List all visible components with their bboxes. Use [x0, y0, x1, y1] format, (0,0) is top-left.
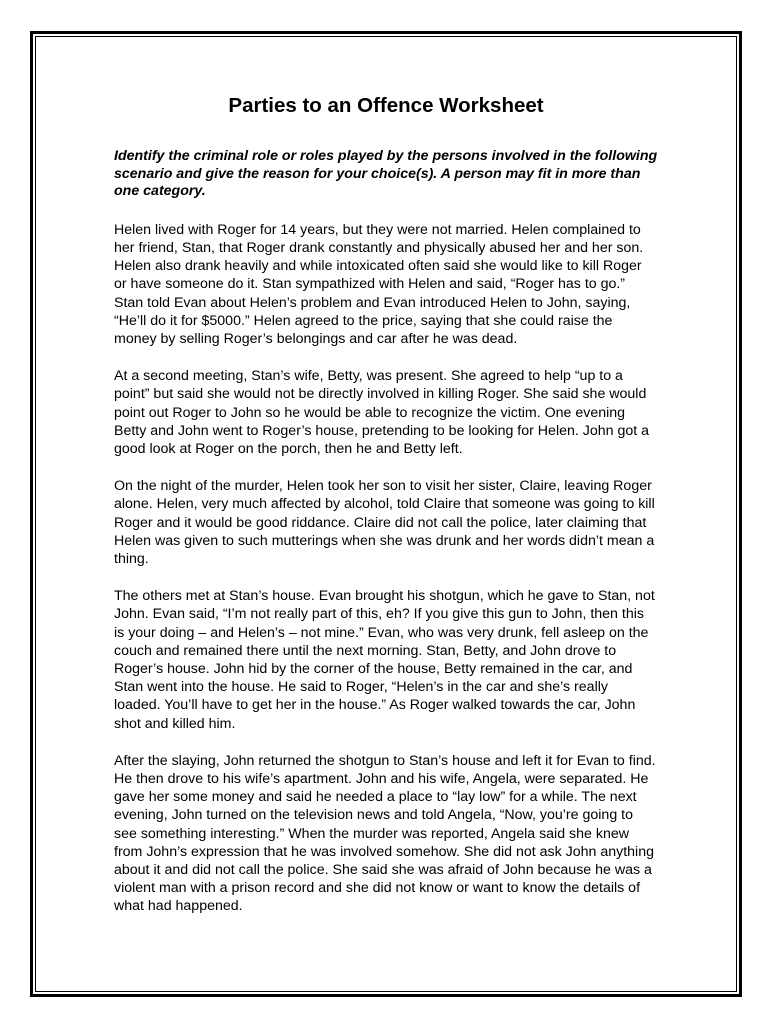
scenario-paragraph-2: At a second meeting, Stan’s wife, Betty, was present. She agreed to help “up to a point” but said she would not be directly involved in killing Roger. She said she would point out Roger to John so he would be able to recognize the victim. One evening Betty and John went to Roger’s house, pretending to be looking for Helen. John got a good look at Roger on the porch, then he and Betty left.	[114, 368, 650, 458]
scenario-paragraph-4: The others met at Stan’s house. Evan brought his shotgun, which he gave to Stan, not John. Evan said, “I’m not really part of this, eh? If you give this gun to John, then this is your doing – and Helen’s – not mine.” Evan, who was very drunk, fell asleep on the couch and remained there until the next morning. Stan, Betty, and John drove to Roger’s house. John hid by the corner of the house, Betty remained in the car, and Stan went into the house. He said to Roger, “Helen’s in the car and she’s really loaded. You’ll have to get her in the house.” As Roger walked towards the car, John shot and killed him.	[114, 588, 655, 732]
worksheet-title: Parties to an Offence Worksheet	[228, 94, 544, 117]
worksheet-instructions: Identify the criminal role or roles played by the persons involved in the following scenario and give the reason for your choice(s). A person may fit in more than one category.	[114, 148, 658, 200]
scenario-paragraph-5: After the slaying, John returned the shotgun to Stan’s house and left it for Evan to find. He then drove to his wife’s apartment. John and his wife, Angela, were separated. He gave her some money and said he needed a place to “lay low” for a while. The next evening, John turned on the television news and told Angela, “Now, you’re going to see something interesting.” When the murder was reported, Angela said she knew from John’s expression that he was involved somehow. She did not ask John anything about it and did not call the police. She said she was afraid of John because he was a violent man with a prison record and she did not know or want to know the details of what had happened.	[114, 752, 656, 915]
worksheet-content	[114, 92, 658, 935]
scenario-paragraph-3: On the night of the murder, Helen took her son to visit her sister, Claire, leaving Roger alone. Helen, very much affected by alcohol, told Claire that someone was going to kill Roger and it would be good riddance. Claire did not call the police, later claiming that Helen was given to such mutterings when she was drunk and her words didn’t mean a thing.	[114, 478, 655, 568]
scenario-paragraph-1: Helen lived with Roger for 14 years, but they were not married. Helen complained to her friend, Stan, that Roger drank constantly and physically abused her and her son. Helen also drank heavily and while intoxicated often said she would like to kill Roger or have someone do it. Stan sympathized with Helen and said, “Roger has to go.” Stan told Evan about Helen’s problem and Evan introduced Helen to John, saying, “He’ll do it for $5000.” Helen agreed to the price, saying that she could raise the money by selling Roger’s belongings and car after he was dead.	[114, 221, 644, 347]
